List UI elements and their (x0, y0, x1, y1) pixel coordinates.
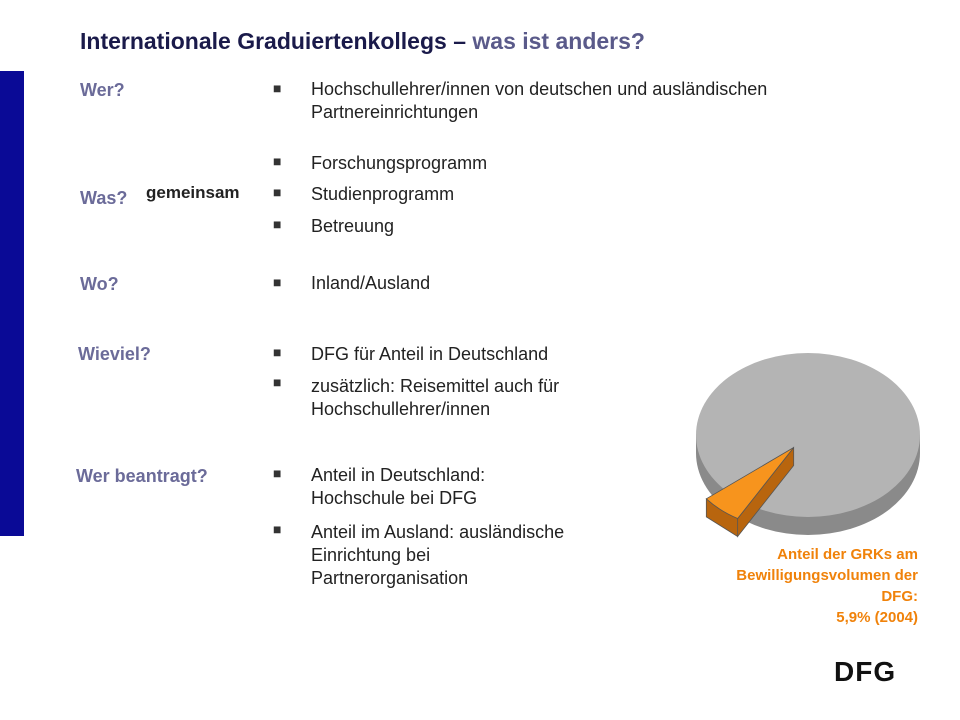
item-wieviel-1: zusätzlich: Reisemittel auch für Hochschullehrer/innen (311, 376, 560, 419)
caption-line: DFG: (881, 588, 918, 605)
item-wer-0: Hochschullehrer/innen von deutschen und ausländischen Partnereinrichtungen (311, 79, 768, 122)
item-wo-0: Inland/Ausland (311, 273, 431, 293)
bullet-icon: ■ (273, 374, 282, 390)
caption-value: 5,9% (2004) (836, 609, 918, 626)
item-wieviel-0: DFG für Anteil in Deutschland (311, 344, 549, 364)
dfg-logo: DFG (834, 656, 897, 687)
question-wo: Wo? (80, 274, 119, 294)
item-was-0: Forschungsprogramm (311, 153, 488, 173)
title-separator: – (446, 28, 473, 54)
bullet-icon: ■ (273, 274, 282, 290)
qualifier-gemeinsam: gemeinsam (146, 183, 240, 202)
question-was: Was? (80, 188, 128, 208)
question-wer: Wer? (80, 80, 125, 100)
item-beantragt-0: Anteil in Deutschland: Hochschule bei DFG (311, 465, 486, 508)
bullet-icon: ■ (273, 521, 282, 537)
side-accent-bar (0, 71, 24, 536)
bullet-icon: ■ (273, 465, 282, 481)
item-beantragt-1: Anteil im Ausland: ausländische Einrichtung bei Partnerorganisation (311, 522, 565, 588)
bullet-icon: ■ (273, 344, 282, 360)
caption-line: Anteil der GRKs am (777, 546, 918, 563)
bullet-icon: ■ (273, 80, 282, 96)
pie-caption (658, 544, 918, 628)
question-wer-beantragt: Wer beantragt? (76, 466, 208, 486)
bullet-icon: ■ (273, 216, 282, 232)
item-was-2: Betreuung (311, 216, 395, 236)
bullet-icon: ■ (273, 184, 282, 200)
title-main: Internationale Graduiertenkollegs (80, 28, 447, 54)
item-was-1: Studienprogramm (311, 184, 455, 204)
slide-title (80, 28, 645, 55)
question-wieviel: Wieviel? (78, 344, 151, 364)
share-pie-chart (680, 350, 930, 550)
caption-line: Bewilligungsvolumen der (736, 567, 918, 584)
title-accent: was ist anders? (472, 28, 645, 54)
bullet-icon: ■ (273, 153, 282, 169)
